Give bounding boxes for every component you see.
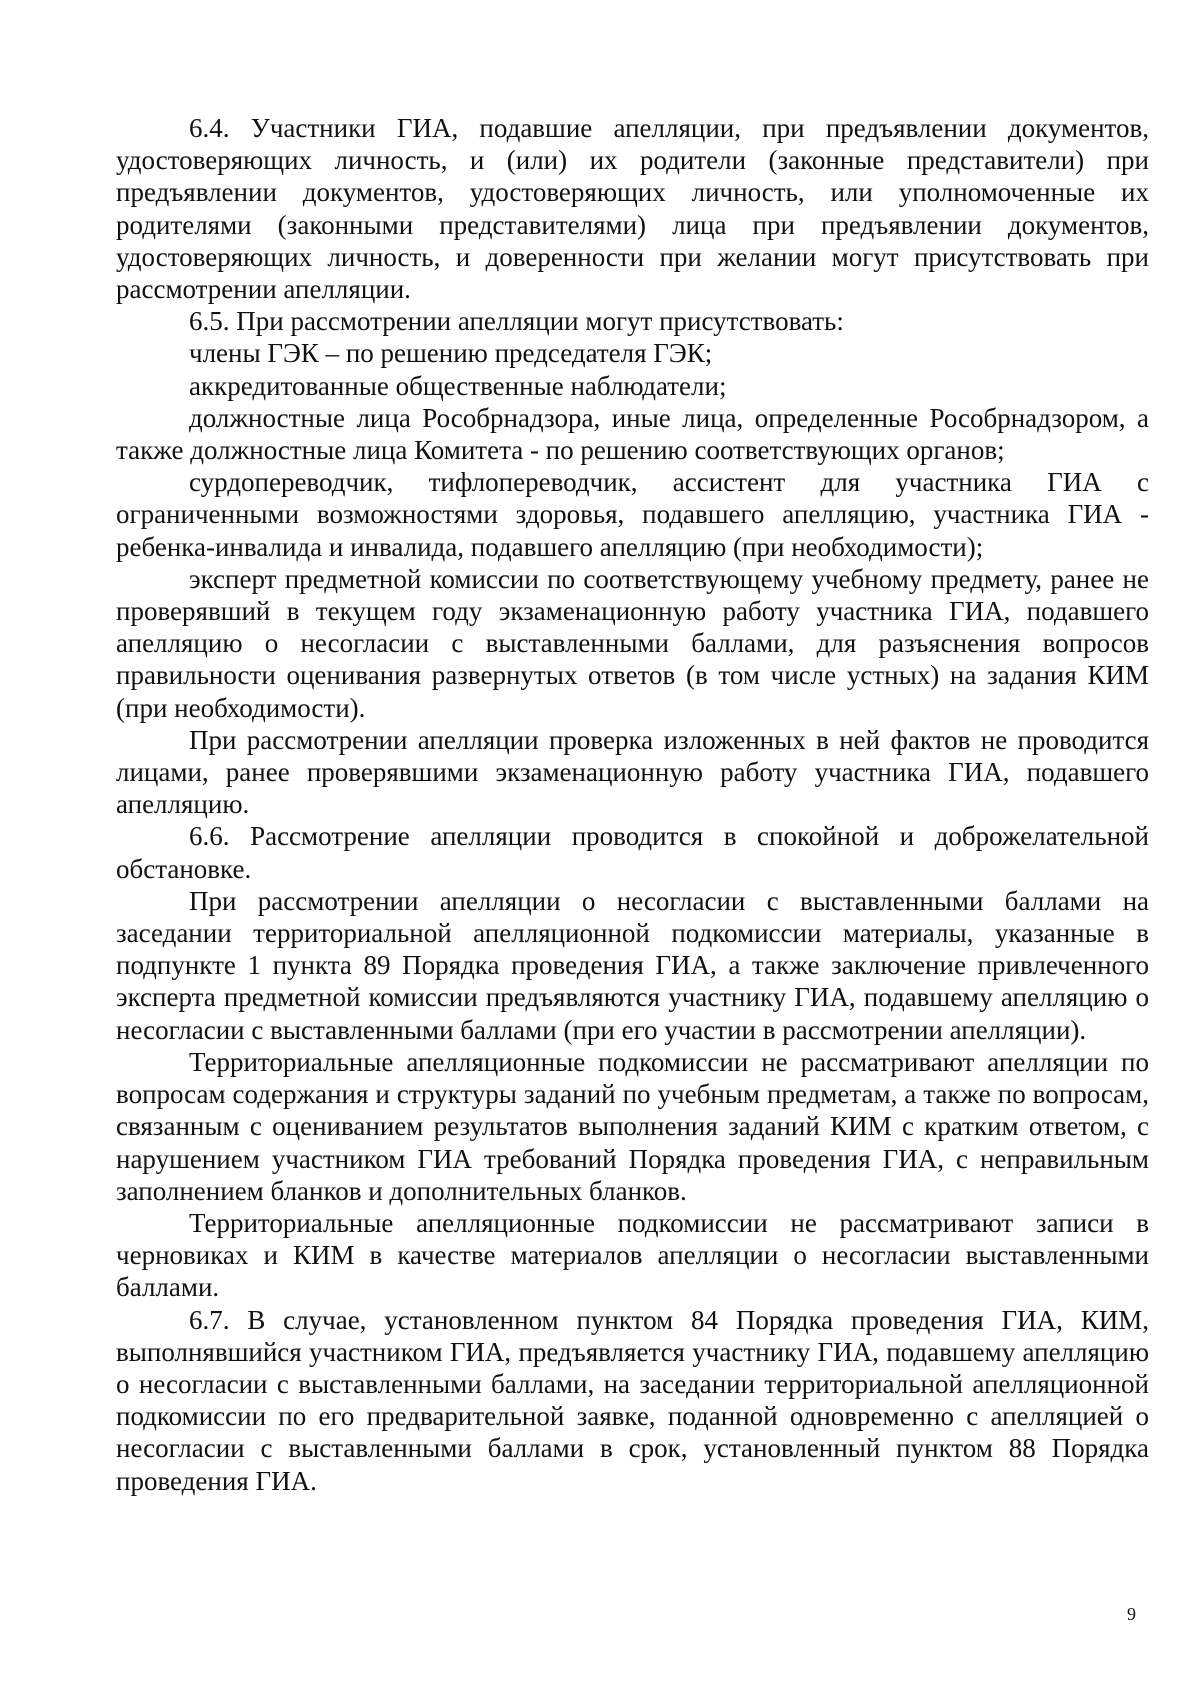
page-number: 9 xyxy=(1127,1604,1136,1624)
paragraph-drafts: Территориальные апелляционные подкомиссии не рассматривают записи в черновиках и КИМ в качестве материалов апелляции о несогласии выставленными баллами. xyxy=(116,1207,1149,1303)
paragraph-list-item-gek: члены ГЭК – по решению председателя ГЭК; xyxy=(189,338,713,369)
paragraph-materials: При рассмотрении апелляции о несогласии с выставленными баллами на заседании территориальной апелляционной подкомиссии материалы, указанные в подпункте 1 пункта 89 Порядка проведения ГИА, а также заключение привлеченного эксперта предметной комиссии предъявляются участнику ГИА, подавшему апелляцию о несогласии с выставленными баллами (при его участии в рассмотрении апелляции). xyxy=(116,885,1149,1045)
paragraph-not-considered: Территориальные апелляционные подкомиссии не рассматривают апелляции по вопросам содержания и структуры заданий по учебным предметам, а также по вопросам, связанным с оцениванием результатов выполнения заданий КИМ с кратким ответом, с нарушением участником ГИА требований Порядка проведения ГИА, с неправильным заполнением бланков и дополнительных бланков. xyxy=(116,1046,1149,1206)
paragraph-6-7: 6.7. В случае, установленном пунктом 84 Порядка проведения ГИА, КИМ, выполнявшийся участником ГИА, предъявляется участнику ГИА, подавшему апелляцию о несогласии с выставленными баллами, на заседании территориальной апелляционной подкомиссии по его предварительной заявке, поданной одновременно с апелляцией о несогласии с выставленными баллами в срок, установленный пунктом 88 Порядка проведения ГИА. xyxy=(116,1304,1149,1496)
paragraph-6-6: 6.6. Рассмотрение апелляции проводится в спокойной и доброжелательной обстановке. xyxy=(116,821,1149,884)
document-body xyxy=(116,112,1149,1497)
paragraph-list-item-interpreters: сурдопереводчик, тифлопереводчик, ассистент для участника ГИА с ограниченными возможностями здоровья, подавшего апелляцию, участника ГИА - ребенка-инвалида и инвалида, подавшего апелляцию (при необходимости); xyxy=(116,467,1149,562)
paragraph-list-item-expert: эксперт предметной комиссии по соответствующему учебному предмету, ранее не проверявший в текущем году экзаменационную работу участника ГИА, подавшего апелляцию о несогласии с выставленными баллами, для разъяснения вопросов правильности оценивания развернутых ответов (в том числе устных) на задания КИМ (при необходимости). xyxy=(116,563,1149,723)
paragraph-6-5: 6.5. При рассмотрении апелляции могут присутствовать: xyxy=(189,306,844,337)
paragraph-6-4: 6.4. Участники ГИА, подавшие апелляции, при предъявлении документов, удостоверяющих личность, и (или) их родители (законные представители) при предъявлении документов, удостоверяющих личность, или уполномоченные их родителями (законными представителями) лица при предъявлении документов, удостоверяющих личность, и доверенности при желании могут присутствовать при рассмотрении апелляции. xyxy=(116,113,1149,305)
paragraph-list-item-observers: аккредитованные общественные наблюдатели; xyxy=(189,370,727,401)
paragraph-verification: При рассмотрении апелляции проверка изложенных в ней фактов не проводится лицами, ранее проверявшими экзаменационную работу участника ГИА, подавшего апелляцию. xyxy=(116,724,1149,820)
paragraph-list-item-officials: должностные лица Рособрнадзора, иные лица, определенные Рособрнадзором, а также должностные лица Комитета - по решению соответствующих органов; xyxy=(116,402,1149,466)
